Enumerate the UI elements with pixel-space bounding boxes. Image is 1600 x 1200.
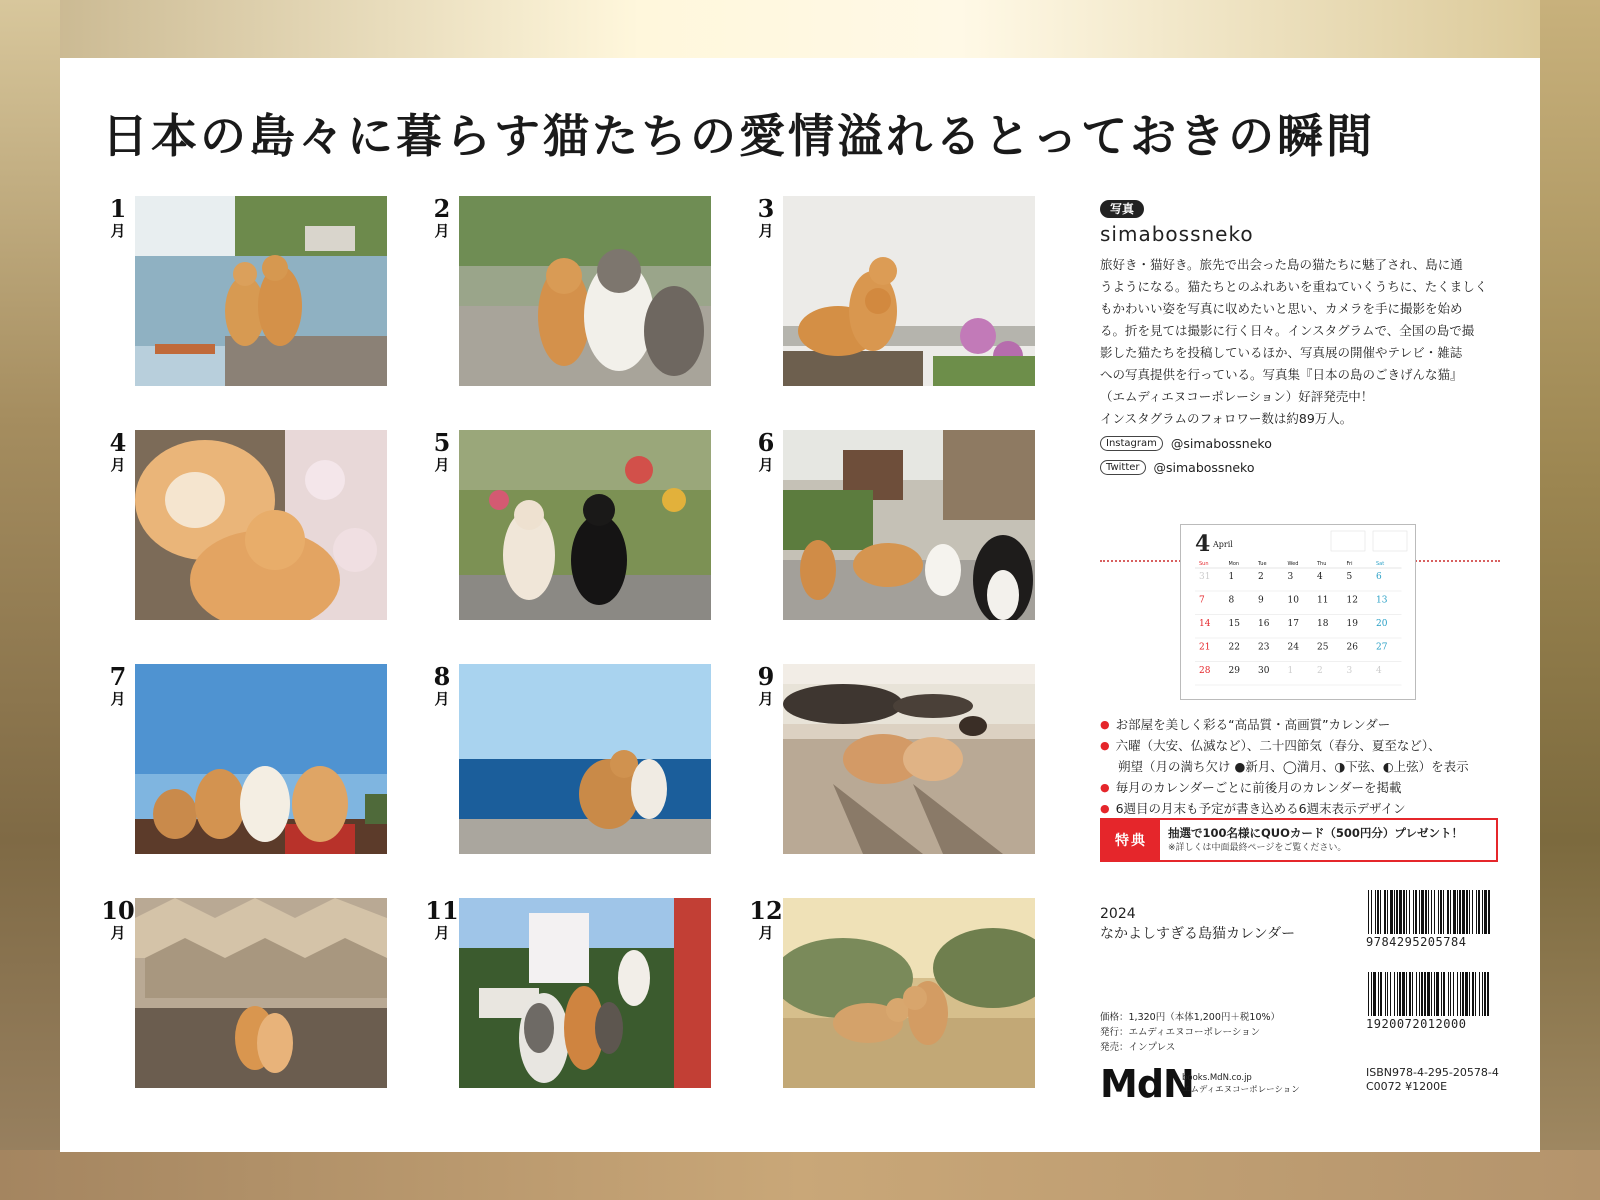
- mdn-logo: MdN: [1100, 1062, 1194, 1106]
- barcode-bar: [1380, 890, 1381, 934]
- month-label: 1 月: [109, 194, 127, 240]
- barcode-bar: [1443, 890, 1444, 934]
- calendar-day: 28: [1199, 666, 1211, 676]
- calendar-page-preview: [1180, 524, 1416, 700]
- barcode-bar: [1419, 890, 1420, 934]
- feature-item: ● 毎月のカレンダーごとに前後月のカレンダーを掲載: [1100, 777, 1520, 798]
- barcode-lower: [1366, 972, 1494, 1016]
- month-2: [424, 196, 744, 386]
- calendar-day: 25: [1317, 642, 1329, 653]
- calendar-day: 30: [1258, 666, 1270, 676]
- calendar-day: 27: [1376, 642, 1388, 653]
- calendar-day: 1: [1287, 666, 1294, 676]
- barcode-bar: [1409, 972, 1411, 1016]
- background-left: [0, 0, 60, 1200]
- calendar-day: 2: [1317, 666, 1323, 676]
- weekday-label: Sun: [1199, 561, 1209, 567]
- twitter-row: [1100, 456, 1500, 478]
- barcode-bar: [1373, 972, 1376, 1016]
- calendar-day: 29: [1228, 666, 1240, 676]
- bio-line: 旅好き・猫好き。旅先で出会った島の猫たちに魅了され、島に通: [1100, 257, 1463, 272]
- bonus-note: ※詳しくは中面最終ページをご覧ください。: [1168, 843, 1347, 853]
- month-10: [100, 898, 420, 1088]
- month-label: 8 月: [433, 662, 451, 708]
- barcode-bar: [1378, 972, 1379, 1016]
- cat-photo-4: [135, 430, 387, 620]
- calendar-day: 3: [1346, 666, 1353, 676]
- barcode-bar: [1416, 972, 1417, 1016]
- headline: 日本の島々に暮らす猫たちの愛情溢れるとっておきの瞬間: [102, 109, 1376, 163]
- bullet-icon: ●: [1100, 781, 1110, 794]
- barcode-bar: [1475, 972, 1476, 1016]
- cat-photo-2: [459, 196, 711, 386]
- barcode-bar: [1396, 890, 1398, 934]
- calendar-day: 16: [1258, 619, 1270, 629]
- month-11: [424, 898, 744, 1088]
- barcode-bar: [1484, 972, 1486, 1016]
- cat-photo-5: [459, 430, 711, 620]
- barcode-bar: [1368, 890, 1369, 934]
- logo-subtext: [1182, 1072, 1300, 1096]
- barcode-bar: [1472, 890, 1473, 934]
- barcode-bar: [1453, 890, 1456, 934]
- barcode-bar: [1421, 890, 1424, 934]
- barcode-bar: [1377, 890, 1379, 934]
- month-7: [100, 664, 420, 854]
- barcode-bar: [1387, 972, 1388, 1016]
- calendar-day: 10: [1287, 595, 1299, 606]
- seller-line: 発売：インプレス: [1100, 1042, 1176, 1053]
- barcode-bar: [1431, 890, 1432, 934]
- barcode-bar: [1457, 972, 1458, 1016]
- photographer-info: [1100, 198, 1500, 478]
- calendar-day: 3: [1287, 572, 1294, 582]
- barcode-bar: [1438, 890, 1439, 934]
- month-label: 5 月: [433, 428, 451, 474]
- calendar-day: 12: [1346, 595, 1358, 606]
- cat-photo-8: [459, 664, 711, 854]
- product-year: 2024: [1100, 906, 1136, 922]
- weekday-label: Tue: [1258, 561, 1267, 567]
- photographer-bio: [1100, 254, 1500, 430]
- barcode-bar: [1469, 890, 1470, 934]
- barcode-bar: [1413, 890, 1414, 934]
- calendar-day: 13: [1376, 595, 1388, 606]
- background-bottom: [0, 1150, 1600, 1200]
- barcode-bar: [1419, 972, 1420, 1016]
- barcode-bar: [1427, 972, 1430, 1016]
- barcode-bar: [1476, 890, 1477, 934]
- calendar-back-cover: [60, 58, 1540, 1152]
- calendar-day: 9: [1258, 595, 1264, 606]
- barcode-bar: [1368, 972, 1369, 1016]
- barcode-bar: [1385, 972, 1386, 1016]
- barcode-bar: [1403, 890, 1405, 934]
- barcode-bar: [1462, 890, 1465, 934]
- calendar-day: 5: [1346, 572, 1353, 582]
- photo-credit-badge: 写真: [1100, 200, 1144, 218]
- day-grid: [1195, 572, 1402, 685]
- month-5: [424, 430, 744, 620]
- barcode-bar: [1460, 972, 1461, 1016]
- barcode-bar: [1434, 890, 1435, 934]
- instagram-row: [1100, 432, 1500, 454]
- bio-line: 影した猫たちを投稿しているほか、写真展の開催やテレビ・雑誌: [1100, 345, 1463, 360]
- barcode-bar: [1431, 972, 1432, 1016]
- month-label: 3 月: [757, 194, 775, 240]
- calendar-day: 4: [1317, 572, 1323, 582]
- calendar-month-number: 4: [1195, 531, 1211, 557]
- barcode-bar: [1390, 972, 1391, 1016]
- barcode-bar: [1394, 890, 1395, 934]
- calendar-day: 31: [1199, 572, 1211, 582]
- month-6: [748, 430, 1068, 620]
- price-line: 価格：1,320円（本体1,200円＋税10%）: [1100, 1012, 1281, 1023]
- barcode-bar: [1380, 972, 1382, 1016]
- barcode-bar: [1399, 890, 1402, 934]
- photographer-name: simabossneko: [1100, 222, 1254, 246]
- weekday-label: Wed: [1287, 561, 1299, 567]
- month-3: [748, 196, 1068, 386]
- weekday-label: Sat: [1376, 561, 1385, 567]
- month-label: 4 月: [109, 428, 127, 474]
- cat-photo-11: [459, 898, 711, 1088]
- calendar-day: 24: [1287, 642, 1299, 653]
- calendar-grid: [1181, 525, 1417, 701]
- bullet-icon: ●: [1100, 802, 1110, 815]
- bullet-icon: ●: [1100, 739, 1110, 752]
- feature-item: ● お部屋を美しく彩る“高品質・高画質”カレンダー: [1100, 714, 1520, 735]
- barcode-bar: [1462, 972, 1464, 1016]
- weekday-label: Thu: [1317, 561, 1327, 567]
- month-9: [748, 664, 1068, 854]
- bonus-main: 抽選で100名様にQUOカード（500円分）プレゼント！: [1168, 826, 1463, 840]
- calendar-day: 1: [1228, 572, 1235, 582]
- calendar-day: 23: [1258, 642, 1270, 653]
- barcode-bar: [1371, 972, 1372, 1016]
- bio-line: もかわいい姿を写真に収めたいと思い、カメラを手に撮影を始め: [1100, 301, 1463, 316]
- barcode-bar: [1450, 890, 1451, 934]
- calendar-day: 14: [1199, 619, 1211, 629]
- barcode-bar: [1488, 890, 1490, 934]
- barcode-bar: [1390, 890, 1393, 934]
- calendar-day: 17: [1287, 619, 1299, 629]
- barcode-bar: [1394, 972, 1395, 1016]
- mini-calendars: [1331, 531, 1407, 551]
- barcode-bar: [1399, 972, 1401, 1016]
- calendar-day: 19: [1346, 619, 1358, 629]
- barcode-bar: [1371, 890, 1372, 934]
- bullet-icon: ●: [1100, 718, 1110, 731]
- calendar-day: 8: [1228, 595, 1235, 606]
- barcode-upper: [1366, 890, 1494, 934]
- bio-line: への写真提供を行っている。写真集『日本の島のごきげんな猫』: [1100, 367, 1463, 382]
- isbn-number: ISBN978-4-295-20578-4: [1366, 1066, 1499, 1079]
- month-label: 9 月: [757, 662, 775, 708]
- month-label: 11 月: [425, 896, 459, 942]
- publisher-line: 発行：エムディエヌコーポレーション: [1100, 1027, 1261, 1038]
- calendar-day: 4: [1376, 666, 1382, 676]
- month-1: [100, 196, 420, 386]
- logo-company: エムディエヌコーポレーション: [1182, 1085, 1300, 1095]
- barcode-bar: [1425, 890, 1427, 934]
- month-label: 2 月: [433, 194, 451, 240]
- barcode-bar: [1406, 890, 1407, 934]
- barcode-bar: [1397, 972, 1398, 1016]
- barcode-bar: [1465, 972, 1468, 1016]
- logo-url: books.MdN.co.jp: [1182, 1073, 1252, 1083]
- barcode-bar: [1402, 972, 1405, 1016]
- cat-photo-10: [135, 898, 387, 1088]
- instagram-tag: Instagram: [1100, 436, 1163, 451]
- product-title: なかよしすぎる島猫カレンダー: [1100, 926, 1296, 942]
- barcode-bar: [1472, 972, 1474, 1016]
- bio-line: インスタグラムのフォロワー数は約89万人。: [1100, 411, 1353, 426]
- cat-photo-6: [783, 430, 1035, 620]
- cat-photo-3: [783, 196, 1035, 386]
- weekday-label: Fri: [1346, 561, 1353, 567]
- calendar-day: 18: [1317, 619, 1329, 629]
- barcode-bar: [1415, 890, 1417, 934]
- month-label: 6 月: [757, 428, 775, 474]
- instagram-handle: @simabossneko: [1170, 435, 1272, 451]
- month-label: 10 月: [101, 896, 135, 942]
- barcode-bar: [1469, 972, 1470, 1016]
- twitter-tag: Twitter: [1100, 460, 1146, 475]
- calendar-day: 7: [1199, 595, 1205, 606]
- barcode-bar: [1482, 890, 1483, 934]
- bonus-box: [1100, 818, 1498, 862]
- barcode-bar: [1447, 890, 1449, 934]
- classification-code: C0072 ¥1200E: [1366, 1080, 1448, 1093]
- barcode-bar: [1387, 890, 1388, 934]
- barcode-bar: [1443, 972, 1445, 1016]
- barcode-bar: [1428, 890, 1429, 934]
- bonus-label: 特典: [1102, 820, 1160, 860]
- cat-photo-9: [783, 664, 1035, 854]
- calendar-day: 26: [1346, 642, 1358, 653]
- month-12: [748, 898, 1068, 1088]
- barcode-bar: [1421, 972, 1423, 1016]
- bio-line: うようになる。猫たちとのふれあいを重ねていくうちに、たくましく: [1100, 279, 1488, 294]
- calendar-month-name: April: [1213, 540, 1233, 549]
- cat-photo-12: [783, 898, 1035, 1088]
- feature-item: ● 6週目の月末も予定が書き込める6週末表示デザイン: [1100, 798, 1520, 819]
- month-label: 7 月: [109, 662, 127, 708]
- bio-line: る。折を見ては撮影に行く日々。インスタグラムで、全国の島で撮: [1100, 323, 1475, 338]
- weekday-row: [1195, 561, 1402, 568]
- calendar-day: 21: [1199, 642, 1211, 653]
- calendar-day: 15: [1228, 619, 1240, 629]
- barcode-bar: [1406, 972, 1407, 1016]
- barcode-bar: [1436, 972, 1439, 1016]
- barcode-bar: [1375, 890, 1376, 934]
- barcode-bar: [1434, 972, 1435, 1016]
- cat-photo-7: [135, 664, 387, 854]
- calendar-day: 20: [1376, 619, 1388, 629]
- bio-line: （エムディエヌコーポレーション）好評発売中！: [1100, 389, 1374, 404]
- barcode-bar: [1448, 972, 1449, 1016]
- feature-item-continued: 朔望（月の満ち欠け ●新月、◯満月、◑下弦、◐上弦）を表示: [1118, 759, 1469, 774]
- price-block: [1100, 1010, 1280, 1055]
- calendar-day: 2: [1258, 572, 1264, 582]
- barcode-bar: [1412, 972, 1413, 1016]
- month-8: [424, 664, 744, 854]
- cat-photo-1: [135, 196, 387, 386]
- feature-list: [1100, 714, 1520, 819]
- weekday-label: Mon: [1228, 561, 1240, 567]
- twitter-handle: @simabossneko: [1153, 459, 1255, 475]
- barcode-bar: [1459, 890, 1461, 934]
- barcode-bar: [1409, 890, 1410, 934]
- barcode-bar: [1441, 972, 1442, 1016]
- barcode-bar: [1384, 890, 1386, 934]
- calendar-day: 6: [1376, 572, 1382, 582]
- month-label: 12 月: [749, 896, 783, 942]
- background-right: [1540, 0, 1600, 1200]
- barcode-bar: [1453, 972, 1454, 1016]
- isbn-block: [1366, 1066, 1499, 1094]
- barcode-bar: [1466, 890, 1468, 934]
- product-title-block: [1100, 904, 1295, 944]
- bonus-text: [1160, 820, 1463, 860]
- barcode-bar: [1479, 972, 1480, 1016]
- calendar-day: 22: [1228, 642, 1240, 653]
- barcode-upper-number: 9784295205784: [1366, 935, 1467, 949]
- feature-item: ● 六曜（大安、仏滅など）、二十四節気（春分、夏至など）、: [1100, 735, 1520, 756]
- barcode-bar: [1478, 890, 1480, 934]
- month-4: [100, 430, 420, 620]
- barcode-bar: [1482, 972, 1483, 1016]
- barcode-bar: [1457, 890, 1458, 934]
- barcode-lower-number: 1920072012000: [1366, 1017, 1467, 1031]
- barcode-bar: [1440, 890, 1442, 934]
- barcode-bar: [1484, 890, 1487, 934]
- barcode-bar: [1450, 972, 1451, 1016]
- calendar-day: 11: [1317, 595, 1329, 606]
- barcode-bar: [1487, 972, 1489, 1016]
- barcode-bar: [1424, 972, 1426, 1016]
